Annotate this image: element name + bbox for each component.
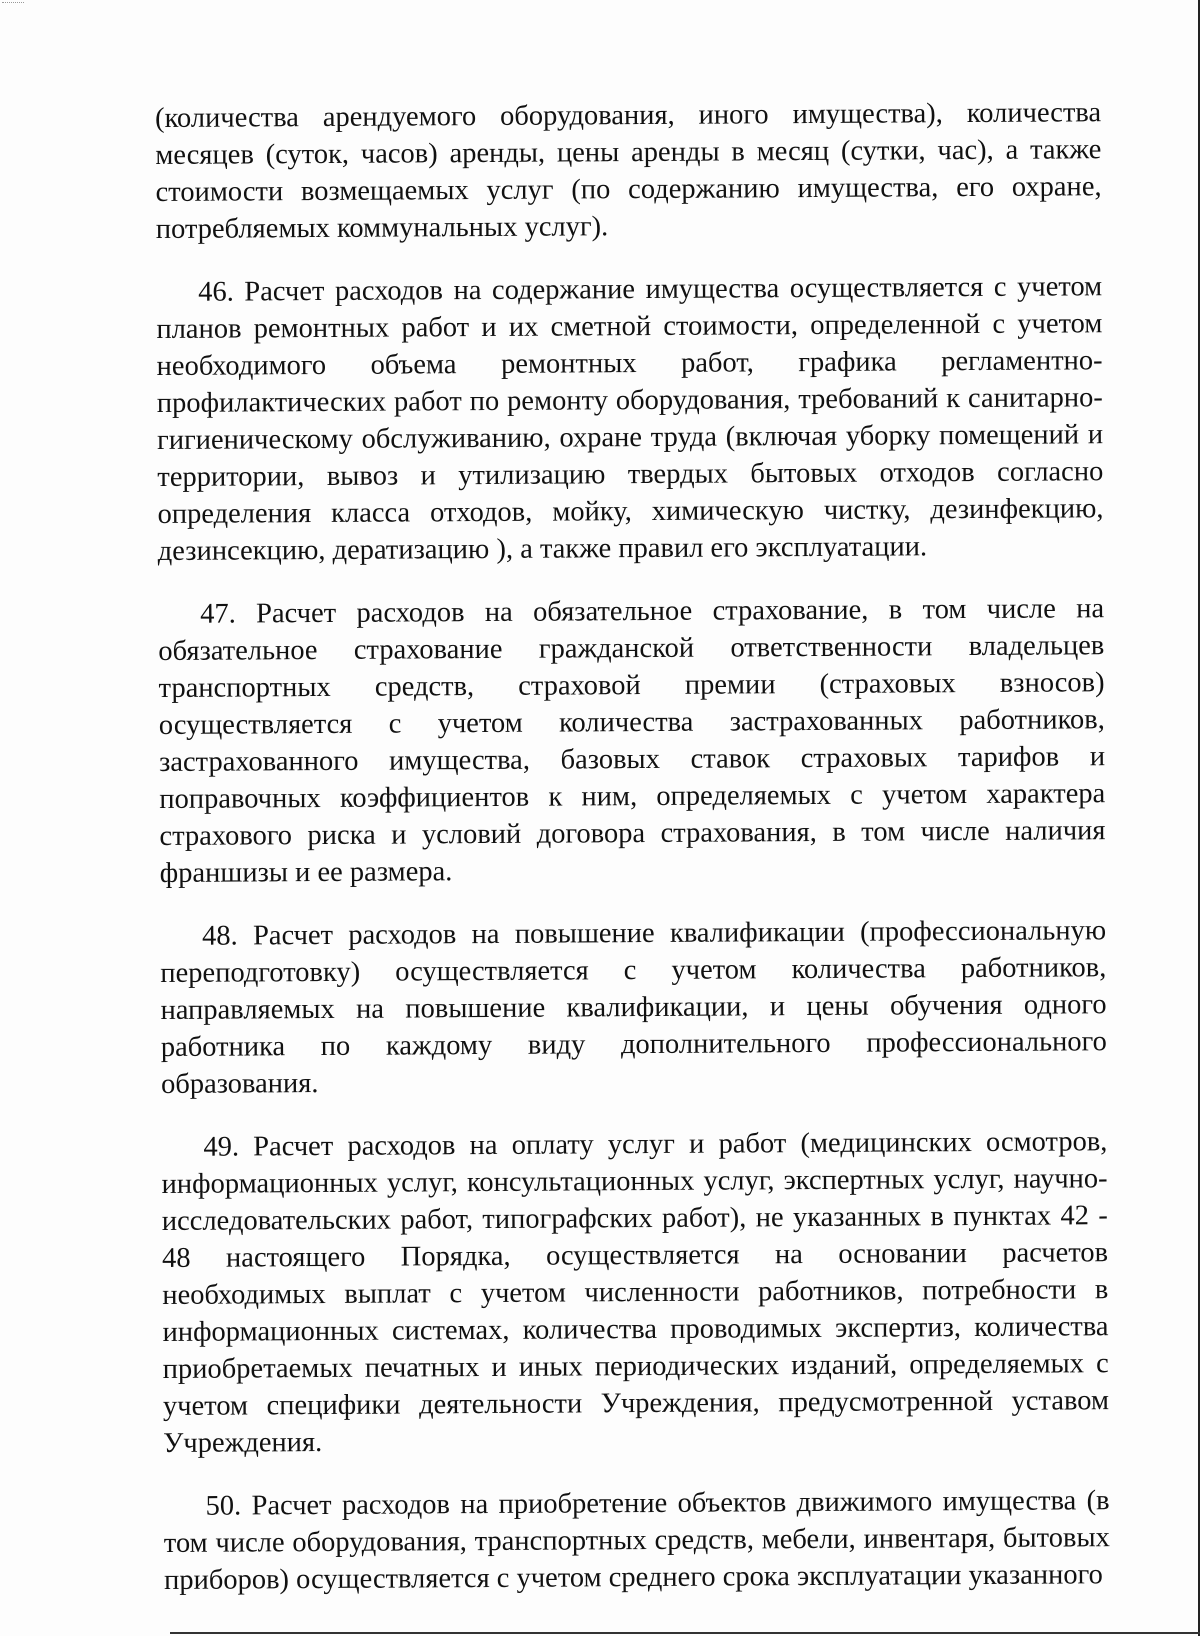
paragraph-49: 49. Расчет расходов на оплату услуг и работ (медицинских осмотров, информационных услуг, консультационных услуг, экспертных услуг, научно-исследовательских работ, типографских работ), не указанных в пунктах 42 - 48 настоящего Порядка, осуществляется на основании расчетов необходимых выплат с учетом численности работников, потребности в информационных системах, количества проводимых экспертиз, количества приобретаемых печатных и иных периодических изданий, определяемых с учетом специфики деятельности Учреждения, предусмотренной уставом Учреждения.: [161, 1126, 1110, 1459]
scan-edge-bottom: [170, 1632, 1200, 1634]
scan-artifact: [2, 2, 24, 9]
paragraph-48: 48. Расчет расходов на повышение квалификации (профессиональную переподготовку) осуществляется с учетом количества работников, направляемых на повышение квалификации, и цены обучения одного работника по каждому виду дополнительного профессионального образования.: [160, 915, 1107, 1100]
paragraph-47: 47. Расчет расходов на обязательное страхование, в том числе на обязательное страхование гражданской ответственности владельцев транспортных средств, страховой премии (страховых взносов) осуществляется с учетом количества застрахованных работников, застрахованного имущества, базовых ставок страховых тарифов и поправочных коэффициентов к ним, определяемых с учетом характера страхового риска и условий договора страхования, в том числе наличия франшизы и ее размера.: [158, 593, 1106, 889]
document-body: [155, 94, 1110, 1625]
paragraph-continuation: (количества арендуемого оборудования, иного имущества), количества месяцев (суток, часов) аренды, цены аренды в месяц (сутки, час), а также стоимости возмещаемых услуг (по содержанию имущества, его охране, потребляемых коммунальных услуг).: [155, 97, 1102, 245]
paragraph-50: 50. Расчет расходов на приобретение объектов движимого имущества (в том числе оборудования, транспортных средств, мебели, инвентаря, бытовых приборов) осуществляется с учетом среднего срока эксплуатации указанного: [163, 1485, 1110, 1596]
paragraph-46: 46. Расчет расходов на содержание имущества осуществляется с учетом планов ремонтных работ и их сметной стоимости, определенной с учетом необходимого объема ремонтных работ, графика регламентно-профилактических работ по ремонту оборудования, требований к санитарно-гигиеническому обслуживанию, охране труда (включая уборку помещений и территории, вывоз и утилизацию твердых бытовых отходов согласно определения класса отходов, мойку, химическую чистку, дезинфекцию, дезинсекцию, дератизацию ), а также правил его эксплуатации.: [156, 271, 1104, 567]
